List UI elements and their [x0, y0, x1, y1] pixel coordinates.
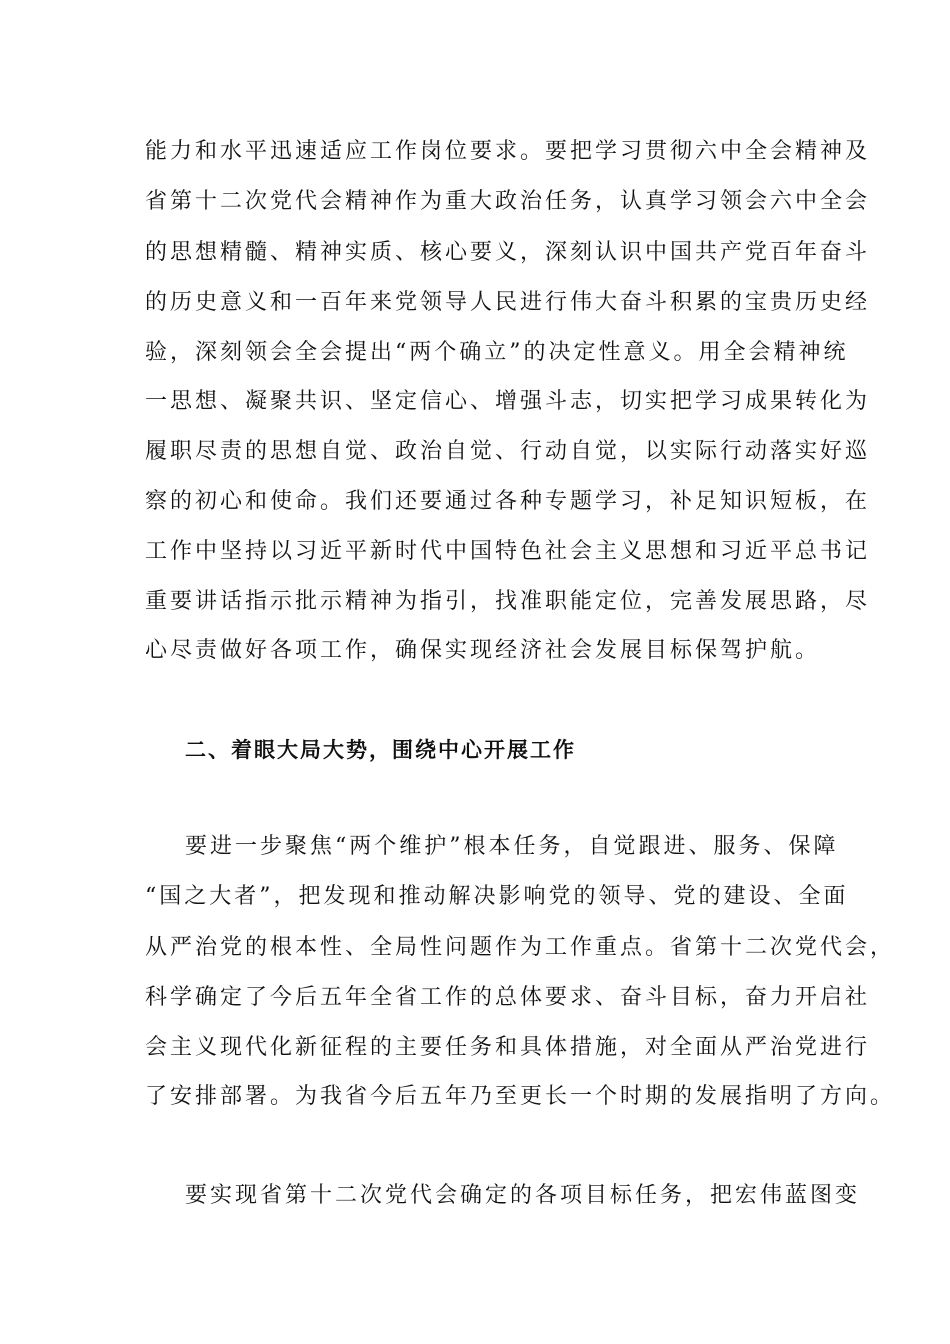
paragraph-line: 一思想、凝聚共识、坚定信心、增强斗志，切实把学习成果转化为: [145, 389, 871, 414]
paragraph-line: 从严治党的根本性、全局性问题作为工作重点。省第十二次党代会，: [145, 935, 896, 960]
paragraph-line: 了安排部署。为我省今后五年乃至更长一个时期的发展指明了方向。: [145, 1084, 896, 1109]
paragraph-line: 科学确定了今后五年全省工作的总体要求、奋斗目标，奋力开启社: [145, 985, 871, 1010]
section-heading: 二、着眼大局大势，围绕中心开展工作: [185, 737, 576, 762]
paragraph-line: 验，深刻领会全会提出“两个确立”的决定性意义。用全会精神统: [145, 340, 849, 365]
paragraph-line: 会主义现代化新征程的主要任务和具体措施，对全面从严治党进行: [145, 1035, 871, 1060]
paragraph-line: 要实现省第十二次党代会确定的各项目标任务，把宏伟蓝图变: [185, 1183, 861, 1208]
paragraph-line: 的历史意义和一百年来党领导人民进行伟大奋斗积累的宝贵历史经: [145, 290, 871, 315]
paragraph-line: 工作中坚持以习近平新时代中国特色社会主义思想和习近平总书记: [145, 539, 871, 564]
paragraph-line: 履职尽责的思想自觉、政治自觉、行动自觉，以实际行动落实好巡: [145, 439, 871, 464]
paragraph-line: 的思想精髓、精神实质、核心要义，深刻认识中国共产党百年奋斗: [145, 240, 871, 265]
paragraph-line: 察的初心和使命。我们还要通过各种专题学习，补足知识短板，在: [145, 489, 871, 514]
paragraph-line: 重要讲话指示批示精神为指引，找准职能定位，完善发展思路，尽: [145, 589, 871, 614]
paragraph-line: 能力和水平迅速适应工作岗位要求。要把学习贯彻六中全会精神及: [145, 139, 871, 164]
paragraph-line: “国之大者”，把发现和推动解决影响党的领导、党的建设、全面: [145, 884, 849, 909]
paragraph-line: 要进一步聚焦“两个维护”根本任务，自觉跟进、服务、保障: [185, 834, 839, 859]
paragraph-line: 心尽责做好各项工作，确保实现经济社会发展目标保驾护航。: [145, 638, 821, 663]
paragraph-line: 省第十二次党代会精神作为重大政治任务，认真学习领会六中全会: [145, 189, 871, 214]
